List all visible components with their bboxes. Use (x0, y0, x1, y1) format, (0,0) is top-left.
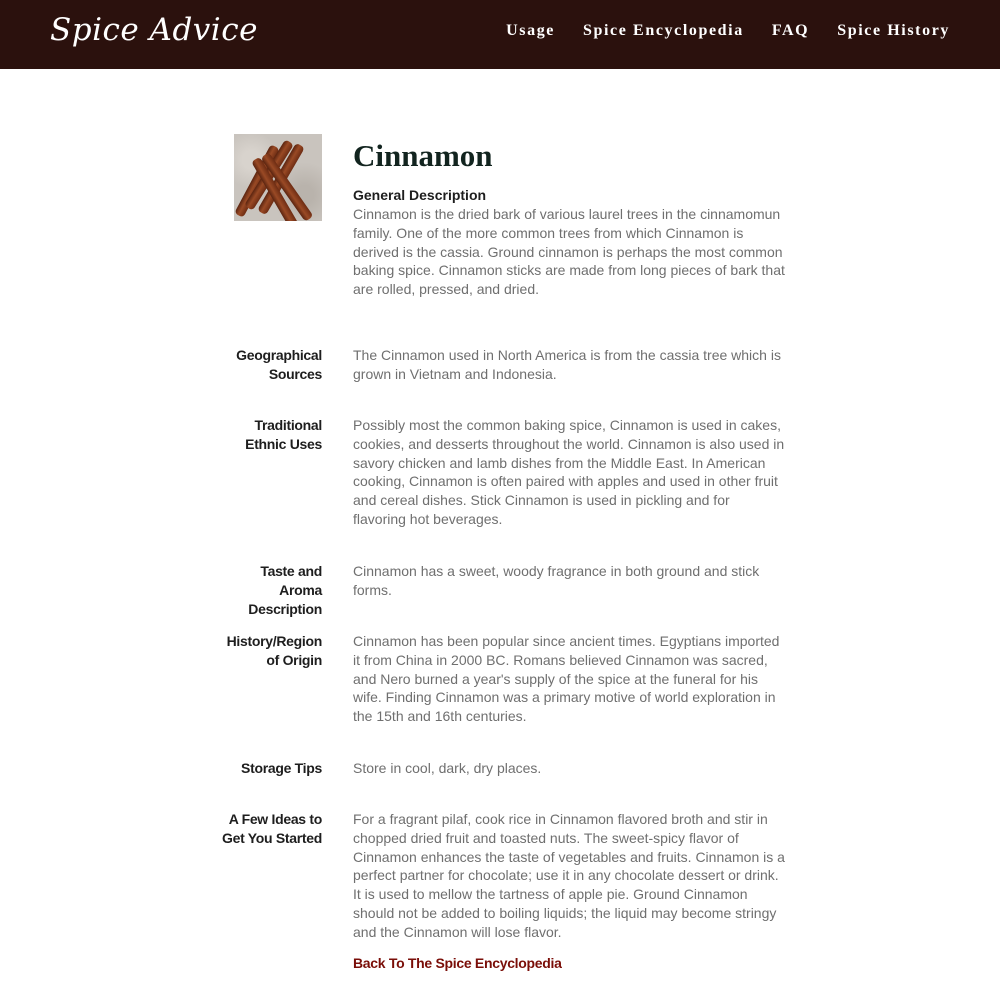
taste-aroma-label: Taste and Aroma Description (248, 563, 322, 617)
main-nav (506, 22, 950, 40)
nav-faq[interactable]: FAQ (771, 22, 810, 39)
cinnamon-image (234, 134, 322, 221)
history-origin-text: Cinnamon has been popular since ancient times. Egyptians imported it from China in 2000 BC. Romans believed Cinnamon was sacred, and Nero burned a year's supply of the spice at the funeral for his wife. Finding Cinnamon was a primary motive of world exploration in the 15th and 16th centuries. (353, 633, 780, 724)
ideas-label: A Few Ideas to Get You Started (222, 811, 323, 846)
site-header (0, 0, 1000, 69)
storage-tips-text: Store in cool, dark, dry places. (353, 760, 542, 776)
geographical-sources-label: Geographical Sources (236, 347, 322, 382)
page-title: Cinnamon (353, 138, 493, 173)
ethnic-uses-text: Possibly most the common baking spice, Cinnamon is used in cakes, cookies, and desserts throughout the world. Cinnamon is also used in savory chicken and lamb dishes from the Middle East. In American cooking, Cinnamon is often paired with apples and used in other fruit and cereal dishes. Stick Cinnamon is used in pickling and for flavoring hot beverages. (353, 417, 785, 527)
general-description-label: General Description (353, 187, 487, 203)
back-to-encyclopedia-link[interactable]: Back To The Spice Encyclopedia (353, 955, 562, 971)
nav-spice-history[interactable]: Spice History (837, 22, 950, 39)
storage-tips-label: Storage Tips (241, 760, 322, 776)
history-origin-label: History/Region of Origin (226, 633, 322, 668)
geographical-sources-text: The Cinnamon used in North America is from the cassia tree which is grown in Vietnam and Indonesia. (353, 347, 781, 382)
ethnic-uses-label: Traditional Ethnic Uses (245, 417, 322, 452)
nav-spice-encyclopedia[interactable]: Spice Encyclopedia (583, 22, 744, 39)
taste-aroma-text: Cinnamon has a sweet, woody fragrance in both ground and stick forms. (353, 563, 760, 598)
general-description-text: Cinnamon is the dried bark of various laurel trees in the cinnamomun family. One of the more common trees from which Cinnamon is derived is the cassia. Ground cinnamon is perhaps the most common baking spice. Cinnamon sticks are made from long pieces of bark that are rolled, pressed, and dried. (353, 206, 785, 297)
nav-usage[interactable]: Usage (506, 22, 555, 39)
ideas-text: For a fragrant pilaf, cook rice in Cinnamon flavored broth and stir in chopped dried fruit and toasted nuts. The sweet-spicy flavor of Cinnamon enhances the taste of vegetables and fruits. Cinnamon is a perfect partner for chocolate; use it in any chocolate dessert or drink. It is used to mellow the tartness of apple pie. Ground Cinnamon should not be added to boiling liquids; the liquid may become stringy and the Cinnamon will lose flavor. (353, 811, 785, 940)
site-logo[interactable]: Spice Advice (50, 12, 258, 48)
